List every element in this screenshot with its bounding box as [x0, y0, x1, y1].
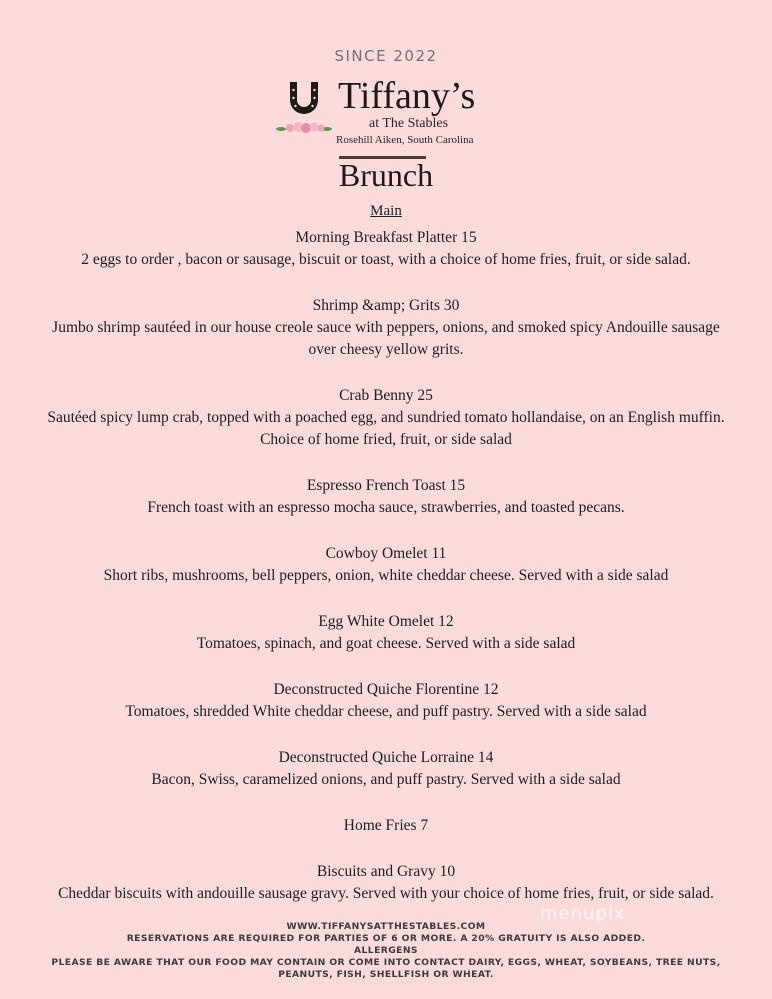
since-label: SINCE 2022 [334, 47, 438, 65]
menu-item [40, 679, 732, 723]
item-name: Deconstructed Quiche Florentine 12 [273, 681, 499, 698]
flowers-icon [276, 120, 332, 136]
item-name: Home Fries 7 [343, 817, 429, 834]
allergens-note: PLEASE BE AWARE THAT OUR FOOD MAY CONTAIN OR COME INTO CONTACT DAIRY, EGGS, WHEAT, SOYBEANS, TREE NUTS, PEANUTS, FISH, SHELLFISH OR WHEAT. [51, 957, 721, 980]
section-heading: Main [370, 203, 402, 219]
menu-item [40, 815, 732, 837]
horseshoe-icon [284, 80, 324, 122]
item-name: Espresso French Toast 15 [306, 477, 466, 494]
logo [276, 76, 506, 156]
item-name: Egg White Omelet 12 [318, 613, 454, 630]
item-name: Morning Breakfast Platter 15 [295, 229, 477, 246]
menu-item [40, 611, 732, 655]
menu-item [40, 475, 732, 519]
item-description: 2 eggs to order , bacon or sausage, biscuit or toast, with a choice of home fries, fruit, or side salad. [81, 251, 691, 268]
item-description: Jumbo shrimp sautéed in our house creole sauce with peppers, onions, and smoked spicy Andouille sausage over cheesy yellow grits. [52, 319, 720, 358]
menu-item [40, 295, 732, 361]
reservations-note: RESERVATIONS ARE REQUIRED FOR PARTIES OF 6 OR MORE. A 20% GRATUITY IS ALSO ADDED. [126, 933, 646, 944]
item-description: French toast with an espresso mocha sauce, strawberries, and toasted pecans. [147, 499, 625, 516]
item-description: Short ribs, mushrooms, bell peppers, onion, white cheddar cheese. Served with a side salad [103, 567, 669, 584]
item-name: Deconstructed Quiche Lorraine 14 [278, 749, 494, 766]
menu-items [40, 227, 732, 929]
watermark: menupix [540, 903, 626, 924]
item-name: Crab Benny 25 [339, 387, 433, 404]
item-description: Tomatoes, spinach, and goat cheese. Served with a side salad [196, 635, 576, 652]
menu-title: Brunch [338, 157, 434, 193]
restaurant-location: Rosehill Aiken, South Carolina [336, 134, 474, 146]
footer [30, 921, 742, 981]
menu-item [40, 861, 732, 905]
menu-item [40, 747, 732, 791]
restaurant-subtitle: at The Stables [369, 116, 449, 131]
item-name: Biscuits and Gravy 10 [316, 863, 456, 880]
item-name: Cowboy Omelet 11 [325, 545, 447, 562]
menu-item [40, 543, 732, 587]
website-link[interactable]: WWW.TIFFANYSATTHESTABLES.COM [286, 921, 486, 932]
item-name: Shrimp &amp; Grits 30 [312, 297, 460, 314]
allergens-heading: ALLERGENS [354, 945, 418, 956]
item-description: Cheddar biscuits with andouille sausage gravy. Served with your choice of home fries, fruit, or side salad. [58, 885, 714, 902]
item-description: Tomatoes, shredded White cheddar cheese, and puff pastry. Served with a side salad [125, 703, 647, 720]
item-description: Sautéed spicy lump crab, topped with a poached egg, and sundried tomato hollandaise, on an English muffin. Choice of home fried, fruit, or side salad [47, 409, 725, 448]
restaurant-name: Tiffany’s [338, 75, 476, 117]
item-description: Bacon, Swiss, caramelized onions, and puff pastry. Served with a side salad [151, 771, 621, 788]
menu-item [40, 227, 732, 271]
menu-item [40, 385, 732, 451]
